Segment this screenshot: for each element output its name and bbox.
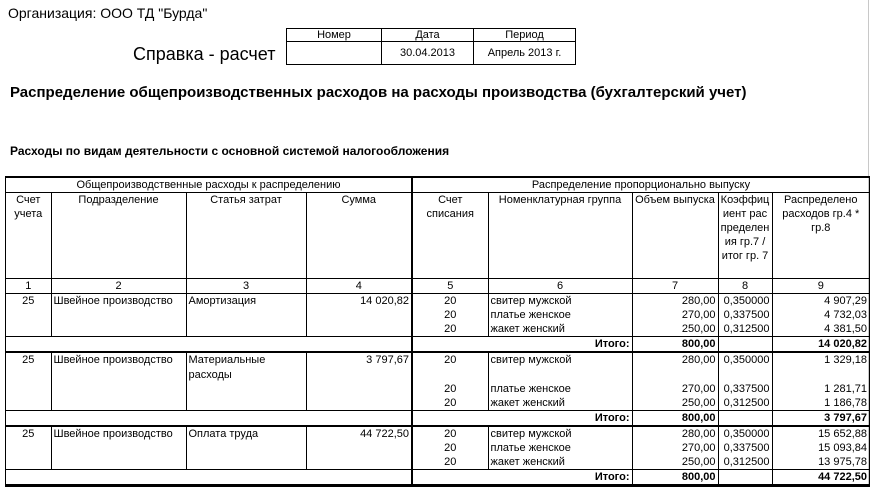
cell-coef: 0,312500 xyxy=(718,322,772,337)
col-num: 3 xyxy=(186,279,306,294)
total-label: Итого: xyxy=(412,411,632,427)
cell-volume: 250,00 xyxy=(632,396,718,411)
cell-coef: 0,312500 xyxy=(718,455,772,470)
cell-coef: 0,350000 xyxy=(718,352,772,382)
cell-group: жакет женский xyxy=(488,396,632,411)
total-row xyxy=(6,411,869,427)
table-row xyxy=(6,294,869,309)
cell-volume: 280,00 xyxy=(632,352,718,382)
cell-article: Оплата труда xyxy=(186,426,306,470)
cell-sum: 44 722,50 xyxy=(306,426,412,470)
distribution-table xyxy=(5,176,870,487)
cell-article: Амортизация xyxy=(186,294,306,337)
organization: Организация: ООО ТД "Бурда" xyxy=(8,5,208,21)
cell-distributed: 4 732,03 xyxy=(772,308,869,322)
header-article: Статья затрат xyxy=(186,193,306,279)
total-label: Итого: xyxy=(412,470,632,486)
cell-account: 25 xyxy=(22,354,35,366)
cell-sum: 3 797,67 xyxy=(306,352,412,411)
cell-writeoff-account: 20 xyxy=(412,396,488,411)
col-num: 5 xyxy=(412,279,488,294)
cell-volume: 270,00 xyxy=(632,308,718,322)
col-num: 8 xyxy=(718,279,772,294)
header-distributed: Распределено расходов гр.4 * гр.8 xyxy=(772,193,869,279)
cell-distributed: 15 652,88 xyxy=(772,426,869,441)
col-num: 6 xyxy=(488,279,632,294)
cell-group: платье женское xyxy=(488,308,632,322)
cell-group: свитер мужской xyxy=(488,352,632,382)
group-left-header: Общепроизводственные расходы к распределению xyxy=(6,178,412,193)
cell-writeoff-account: 20 xyxy=(412,308,488,322)
cell-writeoff-account: 20 xyxy=(412,426,488,441)
cell-group: жакет женский xyxy=(488,322,632,337)
doc-number xyxy=(287,42,382,65)
total-row xyxy=(6,470,869,486)
header-account: Счет учета xyxy=(14,194,43,220)
total-distributed: 44 722,50 xyxy=(772,470,869,486)
cell-writeoff-account: 20 xyxy=(412,382,488,396)
cell-writeoff-account: 20 xyxy=(412,294,488,309)
cell-writeoff-account: 20 xyxy=(412,441,488,455)
cell-group: жакет женский xyxy=(488,455,632,470)
doc-period: Апрель 2013 г. xyxy=(474,42,576,65)
cell-distributed: 13 975,78 xyxy=(772,455,869,470)
header-division: Подразделение xyxy=(51,193,186,279)
cell-coef: 0,350000 xyxy=(718,294,772,309)
cell-division: Швейное производство xyxy=(51,352,186,411)
cell-account: 25 xyxy=(22,428,35,440)
header-coefficient: Коэффициент распределения гр.7 / итог гр. 7 xyxy=(718,193,772,279)
report-heading: Распределение общепроизводственных расходов на расходы производства (бухгалтерский учет) xyxy=(10,84,747,101)
total-distributed: 14 020,82 xyxy=(772,337,869,353)
header-volume: Объем выпуска xyxy=(632,193,718,279)
cell-account: 25 xyxy=(22,295,35,307)
col-num: 4 xyxy=(306,279,412,294)
table-row xyxy=(6,352,869,382)
cell-coef: 0,337500 xyxy=(718,382,772,396)
cell-group: свитер мужской xyxy=(488,426,632,441)
cell-distributed: 1 281,71 xyxy=(772,382,869,396)
report-subheading: Расходы по видам деятельности с основной системой налогообложения xyxy=(10,144,450,158)
total-label: Итого: xyxy=(412,337,632,353)
col-num: 2 xyxy=(51,279,186,294)
header-sum: Сумма xyxy=(306,193,412,279)
cell-distributed: 1 186,78 xyxy=(772,396,869,411)
cell-group: платье женское xyxy=(488,382,632,396)
col-date-header: Дата xyxy=(382,29,474,42)
cell-writeoff-account: 20 xyxy=(412,352,488,382)
cell-volume: 250,00 xyxy=(632,455,718,470)
cell-coef: 0,337500 xyxy=(718,308,772,322)
group-header-row xyxy=(6,178,869,193)
cell-volume: 270,00 xyxy=(632,382,718,396)
cell-group: платье женское xyxy=(488,441,632,455)
cell-writeoff-account: 20 xyxy=(412,455,488,470)
cell-volume: 250,00 xyxy=(632,322,718,337)
col-num: 9 xyxy=(772,279,869,294)
total-volume: 800,00 xyxy=(632,337,718,353)
col-num: 1 xyxy=(6,279,51,294)
col-num: 7 xyxy=(632,279,718,294)
table-row xyxy=(6,426,869,441)
cell-volume: 270,00 xyxy=(632,441,718,455)
total-volume: 800,00 xyxy=(632,470,718,486)
cell-distributed: 1 329,18 xyxy=(772,352,869,382)
cell-writeoff-account: 20 xyxy=(412,322,488,337)
cell-sum: 14 020,82 xyxy=(306,294,412,337)
total-row xyxy=(6,337,869,353)
header-nomenclature-group: Номенклатурная группа xyxy=(488,193,632,279)
cell-division: Швейное производство xyxy=(51,294,186,337)
cell-division: Швейное производство xyxy=(51,426,186,470)
doc-header-grid xyxy=(286,28,576,65)
cell-volume: 280,00 xyxy=(632,426,718,441)
total-volume: 800,00 xyxy=(632,411,718,427)
cell-volume: 280,00 xyxy=(632,294,718,309)
cell-distributed: 4 907,29 xyxy=(772,294,869,309)
header-writeoff-account: Счет списания xyxy=(412,193,488,279)
cell-distributed: 4 381,50 xyxy=(772,322,869,337)
cell-coef: 0,337500 xyxy=(718,441,772,455)
col-period-header: Период xyxy=(474,29,576,42)
cell-coef: 0,350000 xyxy=(718,426,772,441)
cell-coef: 0,312500 xyxy=(718,396,772,411)
cell-article: Материальные расходы xyxy=(186,352,306,411)
doc-date: 30.04.2013 xyxy=(382,42,474,65)
cell-distributed: 15 093,84 xyxy=(772,441,869,455)
cell-group: свитер мужской xyxy=(488,294,632,309)
total-distributed: 3 797,67 xyxy=(772,411,869,427)
doc-title: Справка - расчет xyxy=(133,44,276,64)
group-right-header: Распределение пропорционально выпуску xyxy=(412,178,869,193)
column-numbers-row xyxy=(6,279,869,294)
col-number-header: Номер xyxy=(287,29,382,42)
column-header-row xyxy=(6,193,869,279)
